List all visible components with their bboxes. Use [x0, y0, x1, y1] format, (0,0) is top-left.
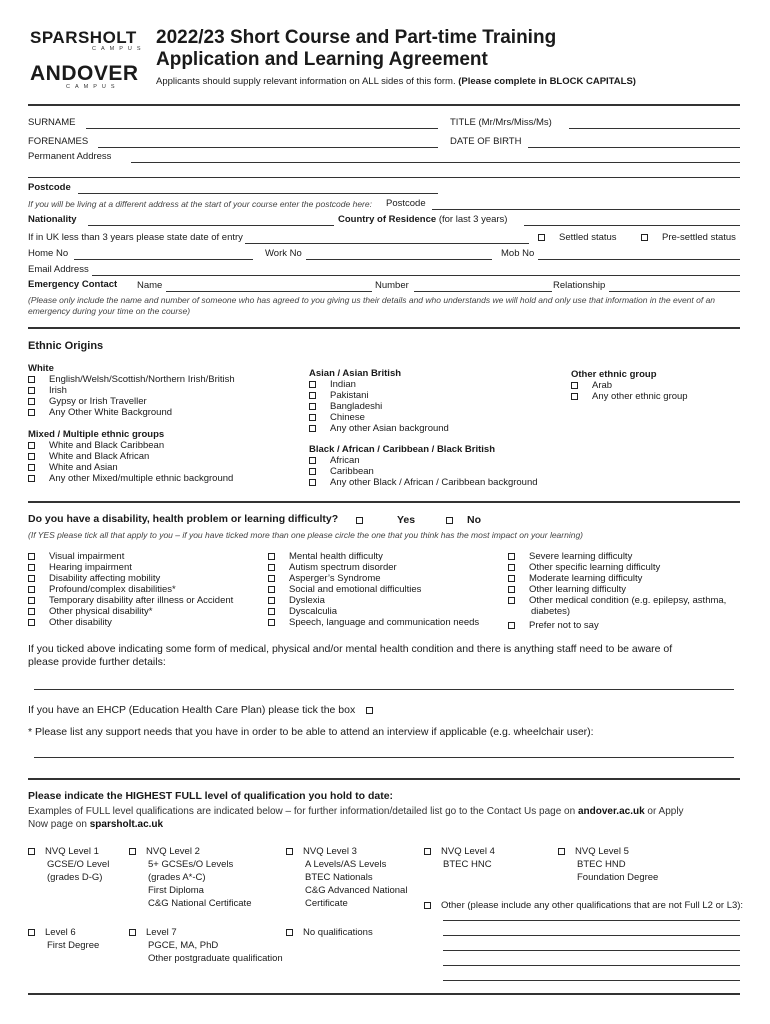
- disability-option-label: Asperger’s Syndrome: [289, 573, 381, 584]
- disability-checkbox[interactable]: [268, 553, 275, 560]
- qual-desc: C&G Advanced National: [305, 885, 408, 896]
- ethnic-option[interactable]: [28, 374, 235, 385]
- emergency-number-label: Number: [375, 280, 409, 291]
- disability-checkbox[interactable]: [268, 575, 275, 582]
- qual-nvq4[interactable]: [424, 845, 495, 871]
- disability-option[interactable]: [508, 551, 726, 562]
- disability-option[interactable]: [268, 562, 479, 573]
- qual-checkbox[interactable]: [424, 902, 431, 909]
- nationality-field[interactable]: [88, 225, 334, 226]
- disability-checkbox[interactable]: [508, 564, 515, 571]
- ethnic-option-label: Any other ethnic group: [592, 391, 688, 402]
- ethnic-option[interactable]: [28, 473, 233, 484]
- ethnic-option[interactable]: [28, 407, 235, 418]
- qual-other-field-3[interactable]: [443, 950, 740, 951]
- ethnic-option-label: Irish: [49, 385, 67, 396]
- disability-option[interactable]: [268, 617, 479, 628]
- ethnic-checkbox[interactable]: [571, 393, 578, 400]
- ethnic-mixed-group: [28, 429, 233, 484]
- disability-note: (If YES please tick all that apply to you – if you have ticked more than one please circle the one that you think has the most impact on your learning): [28, 530, 584, 540]
- title-field[interactable]: [569, 128, 740, 129]
- disability-checkbox[interactable]: [28, 586, 35, 593]
- sparsholt-logo-sub: CAMPUS: [92, 46, 146, 52]
- home-no-field[interactable]: [74, 259, 253, 260]
- qual-checkbox[interactable]: [286, 929, 293, 936]
- ethnic-black-heading: Black / African / Caribbean / Black British: [309, 444, 496, 455]
- disability-option[interactable]: [508, 573, 726, 584]
- form-title-line2: Application and Learning Agreement: [156, 49, 488, 70]
- disability-option-continued: [508, 606, 726, 617]
- disability-option-label: Moderate learning difficulty: [529, 573, 643, 584]
- country-residence-text: Country of Residence: [338, 214, 437, 225]
- disability-checkbox[interactable]: [28, 619, 35, 626]
- different-address-note: If you will be living at a different address at the start of your course enter the postcode here:: [28, 199, 372, 209]
- qualification-examples-text2: or Apply: [647, 806, 684, 817]
- ethnic-checkbox[interactable]: [309, 381, 316, 388]
- qualification-examples-line1: [28, 806, 684, 818]
- disability-checkbox[interactable]: [508, 586, 515, 593]
- disability-checkbox[interactable]: [508, 622, 515, 629]
- qual-label: No qualifications: [303, 927, 373, 938]
- forenames-field[interactable]: [98, 147, 438, 148]
- qual-label: NVQ Level 5: [575, 846, 629, 857]
- qual-desc: C&G National Certificate: [148, 898, 252, 909]
- ethnic-mixed-heading: Mixed / Multiple ethnic groups: [28, 429, 165, 440]
- disability-option[interactable]: [268, 595, 479, 606]
- support-needs-field[interactable]: [34, 757, 734, 758]
- qual-desc: Other postgraduate qualification: [148, 953, 283, 964]
- disability-option[interactable]: [508, 562, 726, 573]
- ethnic-black-group: [309, 444, 538, 488]
- ethnic-option[interactable]: [28, 451, 233, 462]
- forenames-label: FORENAMES: [28, 136, 89, 147]
- ethnic-white-group: [28, 363, 235, 418]
- disability-option-label: diabetes): [531, 606, 571, 617]
- settled-status-label: Settled status: [559, 232, 617, 243]
- ethnic-option-label: White and Black African: [49, 451, 150, 462]
- surname-field[interactable]: [86, 128, 438, 129]
- ehcp-label[interactable]: [28, 704, 387, 716]
- qual-other[interactable]: [424, 899, 743, 912]
- header-divider: [28, 104, 740, 106]
- emergency-name-label: Name: [137, 280, 163, 291]
- permanent-address-field-2[interactable]: [28, 177, 740, 178]
- andover-logo: [30, 62, 148, 90]
- ethnic-asian-group: [309, 368, 449, 434]
- disability-option[interactable]: [28, 584, 233, 595]
- ethnic-option[interactable]: [28, 396, 235, 407]
- ehcp-text: If you have an EHCP (Education Health Care Plan) please tick the box: [28, 704, 356, 716]
- qual-desc: A Levels/AS Levels: [305, 859, 387, 870]
- qual-nvq3[interactable]: [286, 845, 407, 910]
- ethnic-other-heading: Other ethnic group: [571, 369, 657, 380]
- ethnic-option[interactable]: [309, 379, 449, 390]
- ethnic-checkbox[interactable]: [309, 392, 316, 399]
- ethnic-checkbox[interactable]: [28, 464, 35, 471]
- qual-label: NVQ Level 1: [45, 846, 99, 857]
- qual-nvq1[interactable]: [28, 845, 109, 884]
- disability-checkbox[interactable]: [28, 597, 35, 604]
- settled-status-option[interactable]: [538, 233, 617, 244]
- disability-no-option[interactable]: [446, 514, 481, 526]
- disability-option[interactable]: [28, 551, 233, 562]
- form-title-line1: 2022/23 Short Course and Part-time Training: [156, 27, 557, 48]
- ethnic-option[interactable]: [28, 462, 233, 473]
- sparsholt-link[interactable]: sparsholt.ac.uk: [89, 819, 164, 830]
- disability-option-label: Other physical disability*: [49, 606, 153, 617]
- permanent-address-label: Permanent Address: [28, 151, 112, 162]
- disability-checkbox[interactable]: [268, 619, 275, 626]
- ethnic-option-label: White and Black Caribbean: [49, 440, 165, 451]
- work-no-field[interactable]: [306, 259, 492, 260]
- postcode-field[interactable]: [78, 193, 438, 194]
- ethnic-option-label: Pakistani: [330, 390, 369, 401]
- mob-no-label: Mob No: [501, 248, 535, 259]
- subtitle-bold: (Please complete in BLOCK CAPITALS): [458, 76, 636, 87]
- postcode-label: Postcode: [28, 182, 71, 193]
- qualification-heading: Please indicate the HIGHEST FULL level of qualification you hold to date:: [28, 790, 394, 802]
- further-details-line1: If you ticked above indicating some form of medical, physical and/or mental health condition and there is anything staff need to be aware of: [28, 643, 673, 655]
- ethnic-checkbox[interactable]: [28, 398, 35, 405]
- work-no-label: Work No: [265, 248, 302, 259]
- ethnic-option-label: Arab: [592, 380, 613, 391]
- disability-option[interactable]: [508, 595, 726, 606]
- ethnic-checkbox[interactable]: [28, 376, 35, 383]
- ethnic-option[interactable]: [309, 423, 449, 434]
- ethnic-checkbox[interactable]: [309, 403, 316, 410]
- emergency-number-field[interactable]: [414, 291, 552, 292]
- disability-option-label: Hearing impairment: [49, 562, 132, 573]
- disability-option-label: Prefer not to say: [529, 620, 599, 631]
- subtitle-text: Applicants should supply relevant information on ALL sides of this form.: [156, 76, 456, 87]
- title-label: TITLE (Mr/Mrs/Miss/Ms): [450, 117, 552, 128]
- andover-link[interactable]: andover.ac.uk: [577, 806, 645, 817]
- disability-option-label: Speech, language and communication needs: [289, 617, 480, 628]
- ethnic-heading: Ethnic Origins: [28, 340, 104, 352]
- disability-checkbox[interactable]: [268, 564, 275, 571]
- disability-yes-option[interactable]: [356, 514, 415, 526]
- ethnic-checkbox[interactable]: [28, 453, 35, 460]
- support-needs-label: * Please list any support needs that you have in order to be able to attend an interview if applicable (e.g. wheelchair user):: [28, 726, 594, 738]
- ethnic-option[interactable]: [309, 390, 449, 401]
- disability-checkbox[interactable]: [268, 597, 275, 604]
- ethnic-checkbox[interactable]: [28, 475, 35, 482]
- qual-none[interactable]: [286, 926, 373, 939]
- ethnic-option-label: Bangladeshi: [330, 401, 383, 412]
- qual-other-field-2[interactable]: [443, 935, 740, 936]
- qual-desc: BTEC HND: [577, 859, 626, 870]
- disability-checkbox[interactable]: [268, 586, 275, 593]
- disability-option[interactable]: [28, 606, 233, 617]
- ethnic-option-label: Chinese: [330, 412, 365, 423]
- disability-option[interactable]: [28, 595, 233, 606]
- disability-col2: [268, 551, 479, 628]
- disability-question: Do you have a disability, health problem or learning difficulty?: [28, 513, 339, 525]
- qual-checkbox[interactable]: [286, 848, 293, 855]
- ethnic-checkbox[interactable]: [571, 382, 578, 389]
- qual-desc: GCSE/O Level: [47, 859, 110, 870]
- ethnic-option-label: Caribbean: [330, 466, 374, 477]
- ethnic-option[interactable]: [571, 380, 688, 391]
- ethnic-divider: [28, 501, 740, 503]
- ethnic-option-label: Any other Asian background: [330, 423, 449, 434]
- ethnic-checkbox[interactable]: [28, 387, 35, 394]
- qual-checkbox[interactable]: [129, 848, 136, 855]
- postcode2-field[interactable]: [432, 209, 740, 210]
- emergency-contact-label: Emergency Contact: [28, 279, 118, 290]
- qual-desc: Foundation Degree: [577, 872, 659, 883]
- qual-level7[interactable]: [129, 926, 283, 965]
- country-residence-field[interactable]: [524, 225, 740, 226]
- permanent-address-field-1[interactable]: [131, 162, 740, 163]
- disability-no-checkbox[interactable]: [446, 517, 453, 524]
- uk-less-3-label: If in UK less than 3 years please state date of entry: [28, 232, 243, 243]
- country-residence-label: [338, 215, 507, 226]
- qual-other-label: Other (please include any other qualifications that are not Full L2 or L3):: [441, 900, 744, 911]
- disability-checkbox[interactable]: [508, 553, 515, 560]
- qualification-examples-text: Examples of FULL level qualifications are indicated below – for further information/detailed list go to the Contact Us page on: [28, 806, 576, 817]
- settled-status-checkbox[interactable]: [538, 234, 545, 241]
- qual-label: NVQ Level 4: [441, 846, 495, 857]
- disability-option-label: Social and emotional difficulties: [289, 584, 422, 595]
- qual-label: NVQ Level 2: [146, 846, 200, 857]
- country-residence-note: (for last 3 years): [438, 214, 508, 225]
- disability-option-label: Autism spectrum disorder: [289, 562, 397, 573]
- pre-settled-status-checkbox[interactable]: [641, 234, 648, 241]
- disability-option-label: Severe learning difficulty: [529, 551, 633, 562]
- surname-label: SURNAME: [28, 117, 76, 128]
- qual-desc: First Degree: [47, 940, 100, 951]
- disability-option-label: Dyslexia: [289, 595, 325, 606]
- disability-option[interactable]: [268, 573, 479, 584]
- sparsholt-logo: [30, 28, 148, 52]
- ethnic-option-label: Any other Black / African / Caribbean background: [330, 477, 538, 488]
- disability-option[interactable]: [28, 617, 233, 628]
- qual-other-field-5[interactable]: [443, 980, 740, 981]
- andover-logo-sub: CAMPUS: [66, 84, 120, 90]
- ethnic-other-group: [571, 369, 688, 402]
- disability-option[interactable]: [268, 606, 479, 617]
- disability-checkbox[interactable]: [28, 553, 35, 560]
- disability-checkbox[interactable]: [268, 608, 275, 615]
- disability-option-label: Other specific learning difficulty: [529, 562, 661, 573]
- ethnic-checkbox[interactable]: [309, 468, 316, 475]
- qual-nvq5[interactable]: [558, 845, 658, 884]
- qual-desc: First Diploma: [148, 885, 204, 896]
- disability-no-label: No: [467, 514, 481, 526]
- ethnic-option[interactable]: [571, 391, 688, 402]
- disability-option-label: Dyscalculia: [289, 606, 338, 617]
- ehcp-checkbox[interactable]: [366, 707, 373, 714]
- disability-option[interactable]: [28, 562, 233, 573]
- emergency-relationship-field[interactable]: [609, 291, 740, 292]
- disability-option-label: Other medical condition (e.g. epilepsy, asthma,: [529, 595, 727, 606]
- ethnic-checkbox[interactable]: [309, 479, 316, 486]
- qual-label: Level 6: [45, 927, 76, 938]
- qual-checkbox[interactable]: [558, 848, 565, 855]
- ethnic-option-label: Any Other White Background: [49, 407, 173, 418]
- emergency-note: (Please only include the name and number of someone who has agreed to you giving us their details and who understands we will hold and only use that information in the event of an emergency during your time on the course): [28, 295, 716, 316]
- qual-other-field-4[interactable]: [443, 965, 740, 966]
- ethnic-option[interactable]: [28, 440, 233, 451]
- ethnic-option[interactable]: [309, 477, 538, 488]
- postcode2-label: Postcode: [386, 198, 426, 209]
- qualification-examples-line2: [28, 819, 163, 831]
- qual-checkbox[interactable]: [129, 929, 136, 936]
- dob-label: DATE OF BIRTH: [450, 136, 522, 147]
- disability-checkbox[interactable]: [28, 564, 35, 571]
- mob-no-field[interactable]: [538, 259, 740, 260]
- disability-yes-label: Yes: [397, 514, 416, 526]
- pre-settled-status-label: Pre-settled status: [662, 232, 736, 243]
- email-field[interactable]: [92, 275, 740, 276]
- qual-desc: 5+ GCSEs/O Levels: [148, 859, 234, 870]
- personal-divider: [28, 327, 740, 329]
- ethnic-asian-heading: Asian / Asian British: [309, 368, 402, 379]
- further-details-field[interactable]: [34, 689, 734, 690]
- footer-divider: [28, 993, 740, 995]
- ethnic-checkbox[interactable]: [309, 457, 316, 464]
- ethnic-checkbox[interactable]: [28, 409, 35, 416]
- emergency-name-field[interactable]: [166, 291, 372, 292]
- qual-desc: (grades A*-C): [148, 872, 206, 883]
- nationality-label: Nationality: [28, 214, 77, 225]
- qual-desc: BTEC HNC: [443, 859, 492, 870]
- disability-option-label: Temporary disability after illness or Accident: [49, 595, 234, 606]
- ethnic-white-heading: White: [28, 363, 54, 374]
- disability-option-label: Mental health difficulty: [289, 551, 383, 562]
- further-details-line2: please provide further details:: [28, 656, 166, 668]
- ethnic-option-label: Gypsy or Irish Traveller: [49, 396, 147, 407]
- disability-option[interactable]: [268, 584, 479, 595]
- andover-logo-text: ANDOVER: [30, 62, 139, 85]
- pre-settled-status-option[interactable]: [641, 233, 736, 244]
- disability-option[interactable]: [268, 551, 479, 562]
- disability-checkbox[interactable]: [508, 597, 515, 604]
- ethnic-option-label: English/Welsh/Scottish/Northern Irish/British: [49, 374, 235, 385]
- ethnic-checkbox[interactable]: [309, 414, 316, 421]
- qual-checkbox[interactable]: [28, 929, 35, 936]
- ethnic-option[interactable]: [309, 412, 449, 423]
- disability-divider: [28, 778, 740, 780]
- ethnic-option[interactable]: [28, 385, 235, 396]
- qual-other-field-1[interactable]: [443, 920, 740, 921]
- disability-option-label: Other disability: [49, 617, 112, 628]
- ethnic-option-label: African: [330, 455, 360, 466]
- ethnic-option[interactable]: [309, 401, 449, 412]
- qual-checkbox[interactable]: [28, 848, 35, 855]
- qual-level6[interactable]: [28, 926, 99, 952]
- disability-option-label: Profound/complex disabilities*: [49, 584, 176, 595]
- disability-col3: [508, 551, 726, 631]
- disability-option[interactable]: [28, 573, 233, 584]
- ethnic-option-label: Indian: [330, 379, 356, 390]
- emergency-relationship-label: Relationship: [553, 280, 606, 291]
- disability-option-label: Visual impairment: [49, 551, 125, 562]
- qual-desc: BTEC Nationals: [305, 872, 373, 883]
- disability-checkbox[interactable]: [28, 575, 35, 582]
- qual-desc: Certificate: [305, 898, 348, 909]
- uk-entry-date-field[interactable]: [245, 243, 529, 244]
- disability-yes-checkbox[interactable]: [356, 517, 363, 524]
- qual-checkbox[interactable]: [424, 848, 431, 855]
- ethnic-option-label: Any other Mixed/multiple ethnic background: [49, 473, 234, 484]
- form-subtitle: [156, 77, 636, 88]
- qual-label: NVQ Level 3: [303, 846, 357, 857]
- qual-label: Level 7: [146, 927, 177, 938]
- qual-desc: PGCE, MA, PhD: [148, 940, 219, 951]
- disability-option-label: Disability affecting mobility: [49, 573, 161, 584]
- disability-checkbox[interactable]: [508, 575, 515, 582]
- qual-desc: (grades D-G): [47, 872, 103, 883]
- disability-option-label: Other learning difficulty: [529, 584, 626, 595]
- ethnic-option-label: White and Asian: [49, 462, 118, 473]
- ethnic-option[interactable]: [309, 466, 538, 477]
- email-label: Email Address: [28, 264, 89, 275]
- sparsholt-logo-text: SPARSHOLT: [30, 28, 137, 47]
- ethnic-checkbox[interactable]: [28, 442, 35, 449]
- disability-option[interactable]: [508, 584, 726, 595]
- ethnic-checkbox[interactable]: [309, 425, 316, 432]
- dob-field[interactable]: [528, 147, 740, 148]
- disability-option[interactable]: [508, 620, 726, 631]
- ethnic-option[interactable]: [309, 455, 538, 466]
- qual-nvq2[interactable]: [129, 845, 251, 910]
- qualification-examples-text3: Now page on: [28, 819, 87, 830]
- disability-checkbox[interactable]: [28, 608, 35, 615]
- home-no-label: Home No: [28, 248, 69, 259]
- disability-col1: [28, 551, 233, 628]
